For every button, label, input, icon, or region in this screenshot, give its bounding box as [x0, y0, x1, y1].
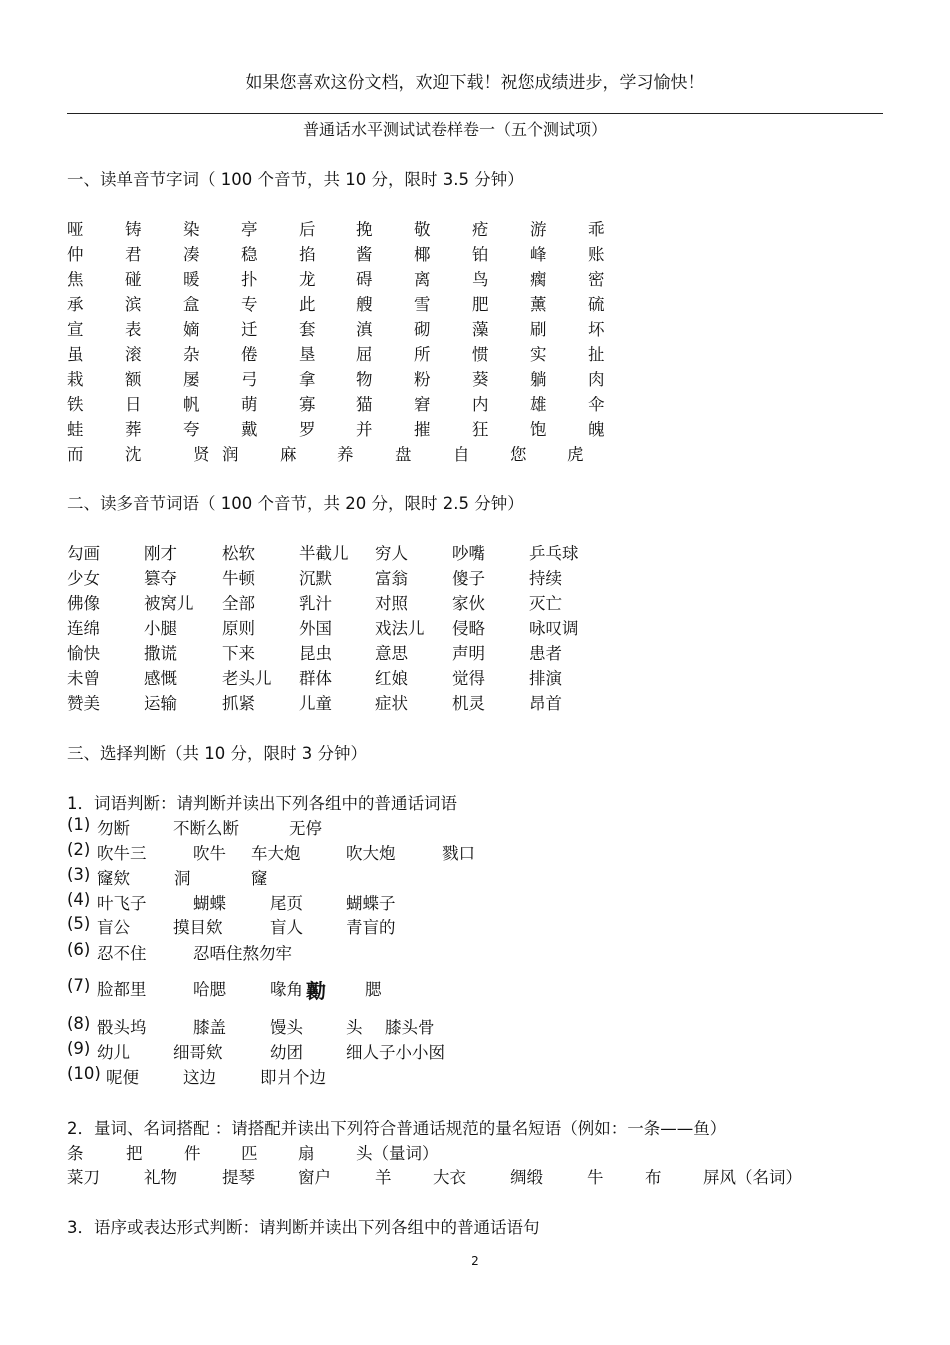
item-number: (4) — [67, 890, 91, 909]
syllable-char: 栽 — [67, 370, 84, 389]
multi-syllable-word: 昆虫 — [299, 644, 332, 663]
multi-syllable-word: 下来 — [222, 644, 255, 663]
item-option: 窿欸 — [97, 869, 130, 888]
noun-word: 礼物 — [144, 1168, 177, 1187]
syllable-char: 表 — [125, 320, 142, 339]
syllable-char: 摧 — [414, 420, 431, 439]
syllable-char: 艘 — [356, 295, 373, 314]
syllable-char: 伞 — [588, 395, 605, 414]
multi-syllable-word: 佛像 — [67, 594, 100, 613]
syllable-char: 稳 — [241, 245, 258, 264]
multi-syllable-word: 富翁 — [375, 569, 408, 588]
syllable-char: 肥 — [472, 295, 489, 314]
item-option: 摸目欸 — [173, 918, 223, 937]
syllable-char: 雄 — [530, 395, 547, 414]
item-option: 盲公 — [97, 918, 130, 937]
syllable-char: 肉 — [588, 370, 605, 389]
syllable-char: 葵 — [472, 370, 489, 389]
item-option: 不断么断 — [173, 819, 239, 838]
multi-syllable-word: 对照 — [375, 594, 408, 613]
multi-syllable-word: 赞美 — [67, 694, 100, 713]
item-option: 馒头 — [270, 1018, 303, 1037]
syllable-char: 滚 — [125, 345, 142, 364]
syllable-char: 暖 — [183, 270, 200, 289]
multi-syllable-word: 昂首 — [529, 694, 562, 713]
item-option: 蝴蝶 — [193, 894, 226, 913]
syllable-char: 专 — [241, 295, 258, 314]
page-title: 普通话水平测试试卷样卷一（五个测试项） — [302, 120, 607, 139]
question-1-title: 1．词语判断：请判断并读出下列各组中的普通话词语 — [67, 794, 457, 813]
syllable-char: 扯 — [588, 345, 605, 364]
syllable-char: 罗 — [299, 420, 316, 439]
syllable-char: 铸 — [125, 220, 142, 239]
multi-syllable-word: 家伙 — [452, 594, 485, 613]
multi-syllable-word: 未曾 — [67, 669, 100, 688]
item-option: 骰头坞 — [97, 1018, 147, 1037]
multi-syllable-word: 篡夺 — [144, 569, 177, 588]
syllable-char: 椰 — [414, 245, 431, 264]
item-option: 窿 — [251, 869, 268, 888]
noun-word: 绸缎 — [510, 1168, 543, 1187]
measure-word: 条 — [67, 1144, 84, 1163]
item-number: (10) — [67, 1064, 101, 1083]
syllable-char: 承 — [67, 295, 84, 314]
multi-syllable-word: 半截儿 — [299, 544, 349, 563]
measure-word: 件 — [184, 1144, 201, 1163]
syllable-char: 弓 — [241, 370, 258, 389]
syllable-char: 拿 — [299, 370, 316, 389]
syllable-char: 凑 — [183, 245, 200, 264]
item-option: 盲人 — [270, 918, 303, 937]
syllable-char: 峰 — [530, 245, 547, 264]
measure-word: 把 — [126, 1144, 143, 1163]
syllable-char: 滨 — [125, 295, 142, 314]
multi-syllable-word: 机灵 — [452, 694, 485, 713]
multi-syllable-word: 勾画 — [67, 544, 100, 563]
syllable-char: 刷 — [530, 320, 547, 339]
syllable-char: 窘 — [414, 395, 431, 414]
syllable-char: 物 — [356, 370, 373, 389]
syllable-char: 虎 — [567, 445, 584, 464]
multi-syllable-word: 傻子 — [452, 569, 485, 588]
syllable-char: 寡 — [299, 395, 316, 414]
syllable-char: 戴 — [241, 420, 258, 439]
syllable-char: 硫 — [588, 295, 605, 314]
syllable-char: 离 — [414, 270, 431, 289]
syllable-char: 仲 — [67, 245, 84, 264]
measure-word: 头（量词） — [356, 1144, 439, 1163]
syllable-char: 套 — [299, 320, 316, 339]
question-3-title: 3．语序或表达形式判断：请判断并读出下列各组中的普通话语句 — [67, 1218, 540, 1237]
item-number: (9) — [67, 1039, 91, 1058]
syllable-char: 帆 — [183, 395, 200, 414]
syllable-char: 萌 — [241, 395, 258, 414]
syllable-char: 夸 — [183, 420, 200, 439]
section2-heading: 二、读多音节词语（ 100 个音节，共 20 分，限时 2.5 分钟） — [67, 494, 524, 513]
multi-syllable-word: 运输 — [144, 694, 177, 713]
multi-syllable-word: 排演 — [529, 669, 562, 688]
item-option: 吹牛三 — [97, 844, 147, 863]
multi-syllable-word: 少女 — [67, 569, 100, 588]
syllable-char: 虽 — [67, 345, 84, 364]
syllable-char: 亭 — [241, 220, 258, 239]
multi-syllable-word: 持续 — [529, 569, 562, 588]
page-number: 2 — [471, 1254, 479, 1268]
syllable-char: 哑 — [67, 220, 84, 239]
item-option: 无停 — [289, 819, 322, 838]
item-option: 头 — [346, 1018, 363, 1037]
multi-syllable-word: 松软 — [222, 544, 255, 563]
syllable-char: 蛙 — [67, 420, 84, 439]
multi-syllable-word: 穷人 — [375, 544, 408, 563]
syllable-char: 您 — [510, 445, 527, 464]
item-option: 吹大炮 — [346, 844, 396, 863]
syllable-char: 猫 — [356, 395, 373, 414]
syllable-char: 润 — [222, 445, 239, 464]
syllable-char: 碍 — [356, 270, 373, 289]
syllable-char: 碰 — [125, 270, 142, 289]
item-number: (7) — [67, 976, 91, 995]
item-option: 细人子小小囡 — [346, 1043, 445, 1062]
syllable-char: 狂 — [472, 420, 489, 439]
item-number: (3) — [67, 865, 91, 884]
document-header: 如果您喜欢这份文档，欢迎下载！祝您成绩进步，学习愉快！ — [245, 73, 705, 93]
syllable-char: 内 — [472, 395, 489, 414]
multi-syllable-word: 感慨 — [144, 669, 177, 688]
item-option: 腮 — [365, 980, 382, 999]
multi-syllable-word: 刚才 — [144, 544, 177, 563]
multi-syllable-word: 愉快 — [67, 644, 100, 663]
syllable-char: 沈 — [125, 445, 142, 464]
multi-syllable-word: 原则 — [222, 619, 255, 638]
syllable-char: 滇 — [356, 320, 373, 339]
syllable-char: 麻 — [280, 445, 297, 464]
syllable-char: 藻 — [472, 320, 489, 339]
syllable-char: 焦 — [67, 270, 84, 289]
syllable-char: 游 — [530, 220, 547, 239]
multi-syllable-word: 儿童 — [299, 694, 332, 713]
multi-syllable-word: 群体 — [299, 669, 332, 688]
multi-syllable-word: 意思 — [375, 644, 408, 663]
item-option-extra: 勷 — [306, 979, 326, 1003]
noun-word: 羊 — [375, 1168, 392, 1187]
syllable-char: 额 — [125, 370, 142, 389]
syllable-char: 嫡 — [183, 320, 200, 339]
multi-syllable-word: 红娘 — [375, 669, 408, 688]
item-option: 勿断 — [97, 819, 130, 838]
item-option: 膝头骨 — [385, 1018, 435, 1037]
syllable-char: 染 — [183, 220, 200, 239]
item-option: 呢便 — [106, 1068, 139, 1087]
multi-syllable-word: 症状 — [375, 694, 408, 713]
multi-syllable-word: 咏叹调 — [529, 619, 579, 638]
item-option: 洞 — [174, 869, 191, 888]
syllable-char: 粉 — [414, 370, 431, 389]
syllable-char: 砌 — [414, 320, 431, 339]
item-option: 忍不住 — [97, 944, 147, 963]
syllable-char: 坏 — [588, 320, 605, 339]
multi-syllable-word: 牛顿 — [222, 569, 255, 588]
syllable-char: 葬 — [125, 420, 142, 439]
syllable-char: 实 — [530, 345, 547, 364]
syllable-char: 挽 — [356, 220, 373, 239]
item-option: 戮口 — [442, 844, 475, 863]
multi-syllable-word: 吵嘴 — [452, 544, 485, 563]
item-option: 忍唔住熬勿牢 — [193, 944, 292, 963]
syllable-char: 后 — [299, 220, 316, 239]
syllable-char: 宣 — [67, 320, 84, 339]
syllable-char: 并 — [356, 420, 373, 439]
syllable-char: 自 — [453, 445, 470, 464]
noun-word: 提琴 — [222, 1168, 255, 1187]
syllable-char: 龙 — [299, 270, 316, 289]
multi-syllable-word: 觉得 — [452, 669, 485, 688]
syllable-char: 乖 — [588, 220, 605, 239]
multi-syllable-word: 声明 — [452, 644, 485, 663]
noun-word: 大衣 — [433, 1168, 466, 1187]
item-option: 叶飞子 — [97, 894, 147, 913]
multi-syllable-word: 连绵 — [67, 619, 100, 638]
syllable-char: 酱 — [356, 245, 373, 264]
syllable-char: 此 — [299, 295, 316, 314]
item-option: 蝴蝶子 — [346, 894, 396, 913]
item-option: 喙角 — [270, 980, 303, 999]
syllable-char: 杂 — [183, 345, 200, 364]
noun-word: 窗户 — [298, 1168, 331, 1187]
noun-word: 布 — [645, 1168, 662, 1187]
multi-syllable-word: 全部 — [222, 594, 255, 613]
syllable-char: 躺 — [530, 370, 547, 389]
multi-syllable-word: 乳汁 — [299, 594, 332, 613]
syllable-char: 鸟 — [472, 270, 489, 289]
syllable-char: 养 — [337, 445, 354, 464]
syllable-char: 瘸 — [530, 270, 547, 289]
syllable-char: 铁 — [67, 395, 84, 414]
item-number: (5) — [67, 914, 91, 933]
syllable-char: 垦 — [299, 345, 316, 364]
syllable-char: 惯 — [472, 345, 489, 364]
syllable-char: 雪 — [414, 295, 431, 314]
multi-syllable-word: 侵略 — [452, 619, 485, 638]
syllable-char: 密 — [588, 270, 605, 289]
item-option: 幼团 — [270, 1043, 303, 1062]
noun-word: 屏风（名词） — [703, 1168, 802, 1187]
syllable-char: 倦 — [241, 345, 258, 364]
item-option: 这边 — [183, 1068, 216, 1087]
syllable-char: 薰 — [530, 295, 547, 314]
multi-syllable-word: 灭亡 — [529, 594, 562, 613]
noun-word: 菜刀 — [67, 1168, 100, 1187]
multi-syllable-word: 老头儿 — [222, 669, 272, 688]
section3-heading: 三、选择判断（共 10 分，限时 3 分钟） — [67, 744, 367, 763]
item-option: 哈腮 — [193, 980, 226, 999]
item-option: 车大炮 — [251, 844, 301, 863]
multi-syllable-word: 撒谎 — [144, 644, 177, 663]
syllable-char: 盒 — [183, 295, 200, 314]
item-option: 脸都里 — [97, 980, 147, 999]
item-option: 膝盖 — [193, 1018, 226, 1037]
item-number: (2) — [67, 840, 91, 859]
question-2-title: 2．量词、名词搭配 ：请搭配并读出下列符合普通话规范的量名短语（例如：一条——鱼） — [67, 1119, 727, 1138]
measure-word: 匹 — [241, 1144, 258, 1163]
noun-word: 牛 — [587, 1168, 604, 1187]
item-option: 即爿个边 — [260, 1068, 326, 1087]
syllable-char: 屡 — [183, 370, 200, 389]
syllable-char: 屈 — [356, 345, 373, 364]
multi-syllable-word: 戏法儿 — [375, 619, 425, 638]
item-option: 细哥欸 — [173, 1043, 223, 1062]
section1-heading: 一、读单音节字词（ 100 个音节，共 10 分，限时 3.5 分钟） — [67, 170, 524, 189]
multi-syllable-word: 外国 — [299, 619, 332, 638]
header-rule — [67, 113, 883, 114]
syllable-char: 盘 — [395, 445, 412, 464]
item-option: 吹牛 — [193, 844, 226, 863]
syllable-char: 君 — [125, 245, 142, 264]
item-option: 尾页 — [270, 894, 303, 913]
syllable-char: 所 — [414, 345, 431, 364]
multi-syllable-word: 小腿 — [144, 619, 177, 638]
measure-word: 扇 — [298, 1144, 315, 1163]
syllable-char: 日 — [125, 395, 142, 414]
syllable-char: 铂 — [472, 245, 489, 264]
syllable-char: 迁 — [241, 320, 258, 339]
item-number: (6) — [67, 940, 91, 959]
syllable-char: 饱 — [530, 420, 547, 439]
multi-syllable-word: 乒乓球 — [529, 544, 579, 563]
item-option: 幼儿 — [97, 1043, 130, 1062]
item-option: 青盲的 — [346, 918, 396, 937]
multi-syllable-word: 抓紧 — [222, 694, 255, 713]
syllable-char: 而 — [67, 445, 84, 464]
item-number: (1) — [67, 815, 91, 834]
multi-syllable-word: 患者 — [529, 644, 562, 663]
syllable-char: 扑 — [241, 270, 258, 289]
syllable-char: 掐 — [299, 245, 316, 264]
multi-syllable-word: 沉默 — [299, 569, 332, 588]
syllable-char: 魄 — [588, 420, 605, 439]
syllable-char: 贤 — [193, 445, 210, 464]
syllable-char: 敬 — [414, 220, 431, 239]
multi-syllable-word: 被窝儿 — [144, 594, 194, 613]
syllable-char: 疮 — [472, 220, 489, 239]
syllable-char: 账 — [588, 245, 605, 264]
item-number: (8) — [67, 1014, 91, 1033]
